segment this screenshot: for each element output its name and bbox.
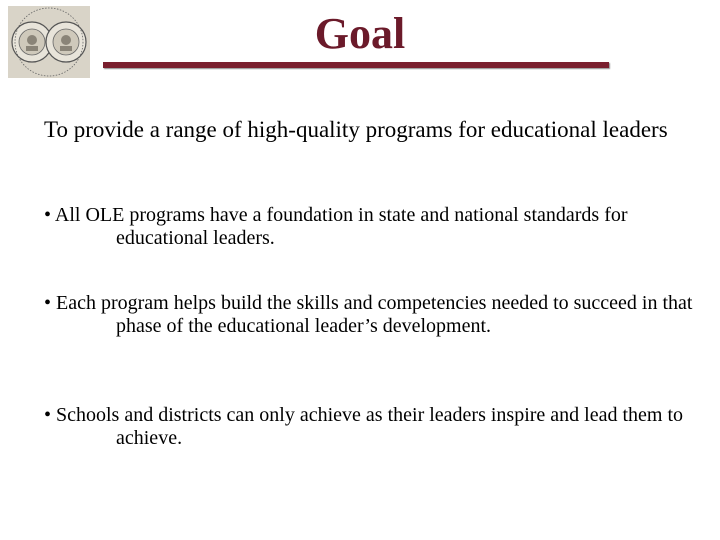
goal-statement: To provide a range of high-quality programs for educational leaders xyxy=(44,117,668,142)
bullet-item: • Schools and districts can only achieve as their leaders inspire and lead them to achieve. xyxy=(44,404,684,449)
bullet-item: • Each program helps build the skills and competencies needed to succeed in that phase of the educational leader’s development. xyxy=(44,292,693,337)
title-divider xyxy=(103,62,609,68)
bullet-item: • All OLE programs have a foundation in state and national standards for educational leaders. xyxy=(44,204,628,249)
slide-title: Goal xyxy=(314,9,406,58)
